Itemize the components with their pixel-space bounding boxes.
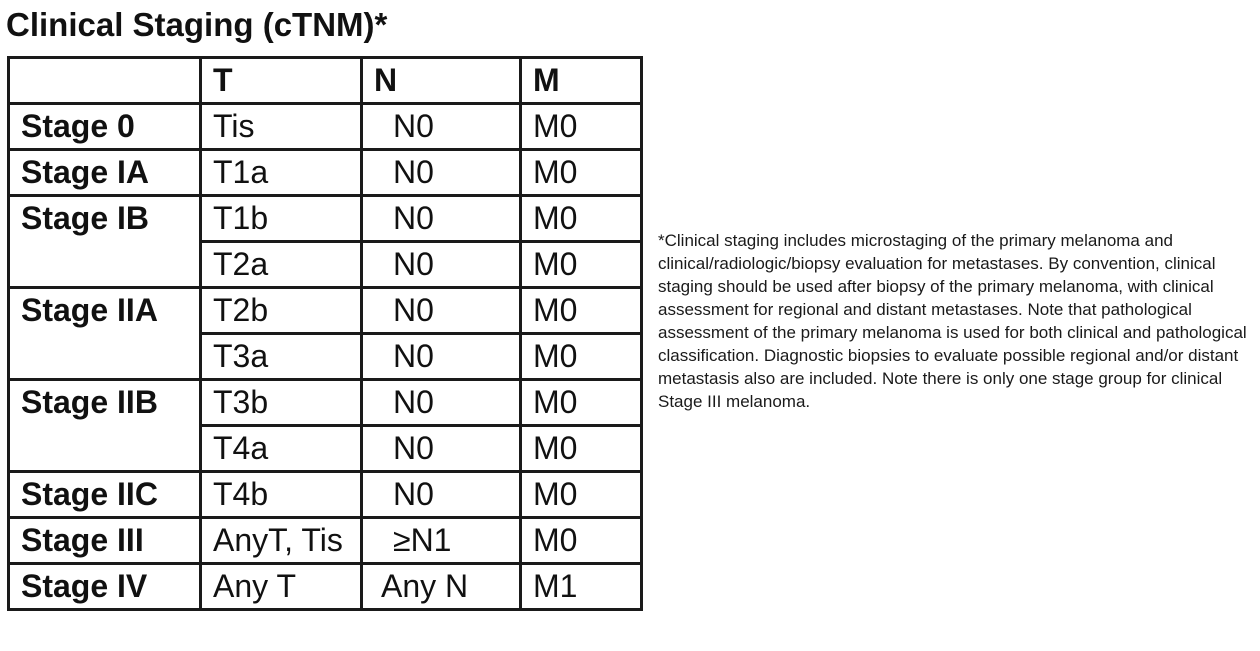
- stage-cell: Stage IA: [9, 150, 201, 196]
- n-cell: N0: [362, 334, 521, 380]
- stage-cell: Stage IIA: [9, 288, 201, 380]
- t-cell: T3a: [201, 334, 362, 380]
- n-cell: ≥N1: [362, 518, 521, 564]
- stage-cell: Stage IIC: [9, 472, 201, 518]
- table-row: [9, 196, 642, 242]
- footnote: *Clinical staging includes microstaging of the primary melanoma and clinical/radiologic/biopsy evaluation for metastases. By convention, clinical staging should be used after biopsy of the primary melanoma, with clinical assessment for regional and distant metastases. Note that pathological assessment of the primary melanoma is used for both clinical and pathological classification. Diagnostic biopsies to evaluate possible regional and/or distant metastasis also are included. Note there is only one stage group for clinical Stage III melanoma.: [658, 231, 1247, 411]
- m-cell: M0: [521, 104, 642, 150]
- n-cell: N0: [362, 196, 521, 242]
- staging-table: [7, 56, 643, 611]
- stage-cell: Stage IV: [9, 564, 201, 610]
- table-row: [9, 104, 642, 150]
- header-t: T: [201, 58, 362, 104]
- m-cell: M0: [521, 380, 642, 426]
- table-header-row: [9, 58, 642, 104]
- table-row: [9, 380, 642, 426]
- table-row: [9, 288, 642, 334]
- m-cell: M0: [521, 196, 642, 242]
- m-cell: M0: [521, 518, 642, 564]
- t-cell: Tis: [201, 104, 362, 150]
- n-cell: N0: [362, 242, 521, 288]
- table-row: [9, 518, 642, 564]
- stage-cell: Stage III: [9, 518, 201, 564]
- header-m: M: [521, 58, 642, 104]
- m-cell: M1: [521, 564, 642, 610]
- n-cell: N0: [362, 288, 521, 334]
- n-cell: N0: [362, 150, 521, 196]
- page-title: Clinical Staging (cTNM)*: [6, 6, 388, 43]
- n-cell: N0: [362, 104, 521, 150]
- table-row: [9, 472, 642, 518]
- n-cell: N0: [362, 380, 521, 426]
- m-cell: M0: [521, 288, 642, 334]
- stage-cell: Stage IB: [9, 196, 201, 288]
- stage-cell: Stage IIB: [9, 380, 201, 472]
- m-cell: M0: [521, 472, 642, 518]
- m-cell: M0: [521, 426, 642, 472]
- t-cell: T3b: [201, 380, 362, 426]
- t-cell: T1a: [201, 150, 362, 196]
- t-cell: T4b: [201, 472, 362, 518]
- t-cell: T2b: [201, 288, 362, 334]
- t-cell: T1b: [201, 196, 362, 242]
- n-cell: N0: [362, 426, 521, 472]
- header-n: N: [362, 58, 521, 104]
- m-cell: M0: [521, 242, 642, 288]
- table-row: [9, 150, 642, 196]
- t-cell: T4a: [201, 426, 362, 472]
- m-cell: M0: [521, 334, 642, 380]
- n-cell: N0: [362, 472, 521, 518]
- n-cell: Any N: [362, 564, 521, 610]
- m-cell: M0: [521, 150, 642, 196]
- header-stage: [9, 58, 201, 104]
- table-row: [9, 564, 642, 610]
- t-cell: Any T: [201, 564, 362, 610]
- t-cell: AnyT, Tis: [201, 518, 362, 564]
- t-cell: T2a: [201, 242, 362, 288]
- stage-cell: Stage 0: [9, 104, 201, 150]
